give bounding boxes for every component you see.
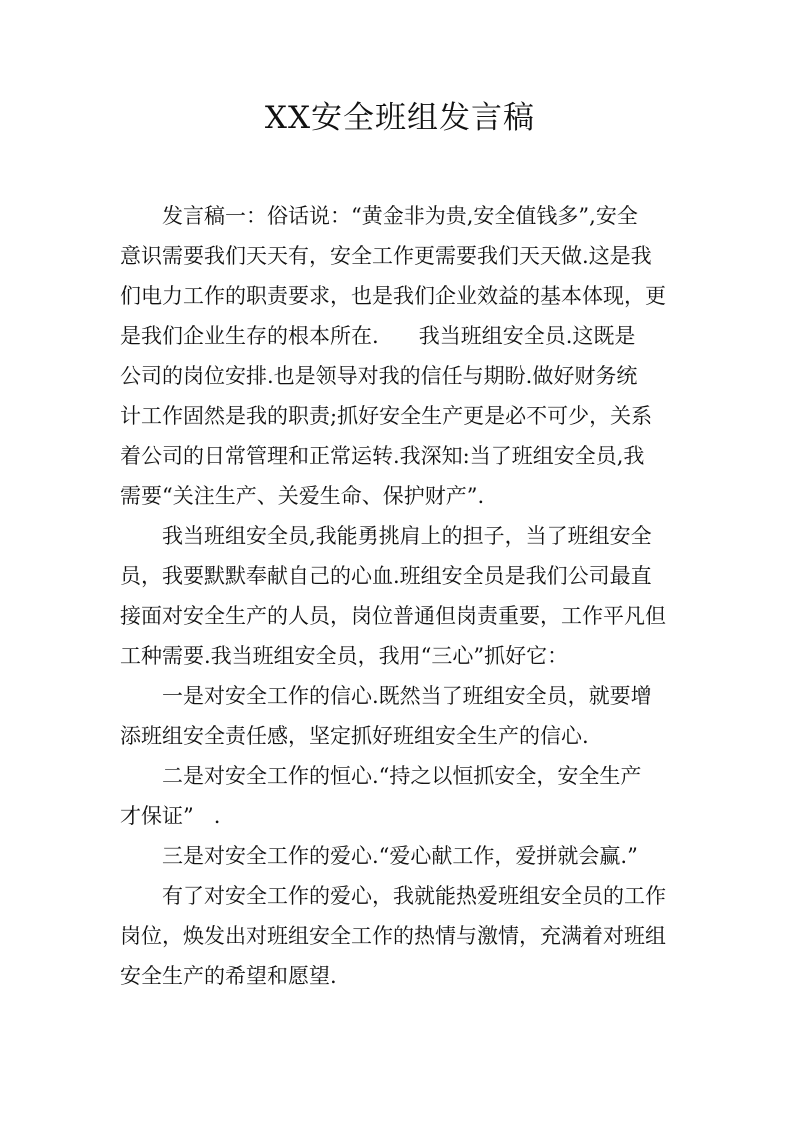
paragraph-line: 员，我要默默奉献自己的心血.班组安全员是我们公司最直 bbox=[120, 564, 652, 588]
paragraph-line: 需要“关注生产、关爱生命、保护财产”. bbox=[120, 484, 485, 508]
paragraph-6 bbox=[120, 876, 682, 996]
paragraph-line: 三是对安全工作的爱心.“爱心献工作，爱拼就会赢.” bbox=[162, 844, 638, 868]
paragraph-line: 工种需要.我当班组安全员，我用“三心”抓好它： bbox=[120, 644, 569, 668]
paragraph-line: 安全生产的希望和愿望. bbox=[120, 964, 337, 988]
paragraph-line: 是我们企业生存的根本所在. 我当班组安全员.这既是 bbox=[120, 324, 636, 348]
paragraph-line: 一是对安全工作的信心.既然当了班组安全员，就要增 bbox=[162, 684, 652, 708]
paragraph-line: 二是对安全工作的恒心.“持之以恒抓安全，安全生产 bbox=[162, 764, 642, 788]
paragraph-line: 添班组安全责任感，坚定抓好班组安全生产的信心. bbox=[120, 724, 589, 748]
paragraph-line: 有了对安全工作的爱心，我就能热爱班组安全员的工作 bbox=[162, 884, 666, 908]
document-body bbox=[120, 196, 682, 996]
paragraph-line: 接面对安全生产的人员，岗位普通但岗责重要，工作平凡但 bbox=[120, 604, 666, 628]
paragraph-line: 意识需要我们天天有，安全工作更需要我们天天做.这是我 bbox=[120, 244, 652, 268]
paragraph-line: 着公司的日常管理和正常运转.我深知:当了班组安全员,我 bbox=[120, 444, 645, 468]
paragraph-line: 公司的岗位安排.也是领导对我的信任与期盼.做好财务统 bbox=[120, 364, 638, 388]
paragraph-line: 发言稿一：俗话说：“黄金非为贵,安全值钱多”,安全 bbox=[162, 204, 638, 228]
document-title: XX安全班组发言稿 bbox=[264, 100, 536, 136]
paragraph-2 bbox=[120, 516, 682, 676]
paragraph-line: 才保证” . bbox=[120, 804, 221, 828]
paragraph-line: 我当班组安全员,我能勇挑肩上的担子，当了班组安全 bbox=[162, 524, 652, 548]
paragraph-3 bbox=[120, 676, 682, 756]
paragraph-line: 岗位，焕发出对班组安全工作的热情与激情，充满着对班组 bbox=[120, 924, 666, 948]
paragraph-4 bbox=[120, 756, 682, 836]
paragraph-line: 们电力工作的职责要求，也是我们企业效益的基本体现，更 bbox=[120, 284, 666, 308]
paragraph-5 bbox=[120, 836, 682, 876]
paragraph-1 bbox=[120, 196, 682, 516]
paragraph-line: 计工作固然是我的职责;抓好安全生产更是必不可少，关系 bbox=[120, 404, 653, 428]
